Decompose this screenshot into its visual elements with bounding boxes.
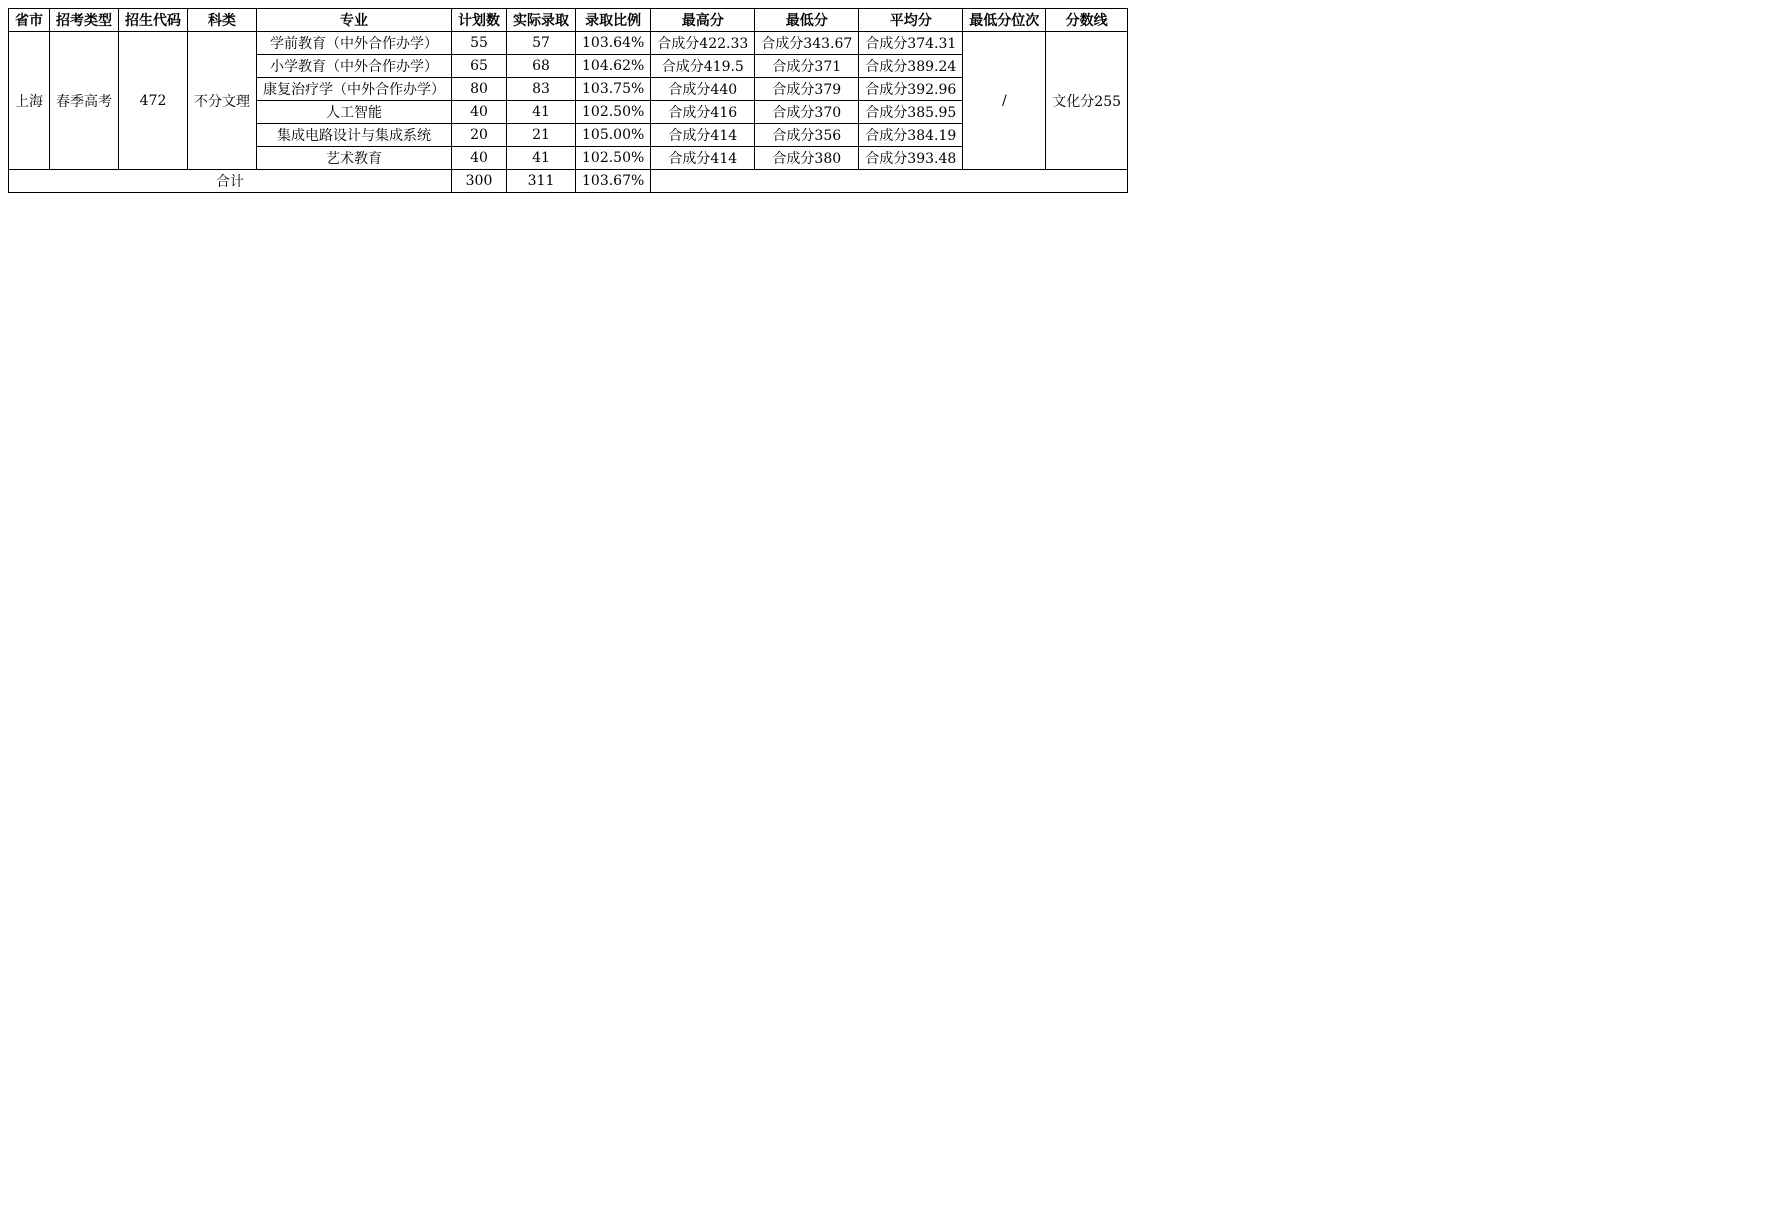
- header-code: 招生代码: [119, 9, 188, 32]
- min-cell: 合成分356: [755, 124, 859, 147]
- max-cell: 合成分422.33: [651, 32, 755, 55]
- total-actual: 311: [507, 170, 576, 193]
- cutoff-cell: 文化分255: [1046, 32, 1128, 170]
- header-type: 招考类型: [50, 9, 119, 32]
- min-cell: 合成分343.67: [755, 32, 859, 55]
- header-actual: 实际录取: [507, 9, 576, 32]
- min-cell: 合成分371: [755, 55, 859, 78]
- plan-cell: 55: [452, 32, 507, 55]
- plan-cell: 40: [452, 101, 507, 124]
- header-cutoff: 分数线: [1046, 9, 1128, 32]
- avg-cell: 合成分389.24: [859, 55, 963, 78]
- actual-cell: 41: [507, 101, 576, 124]
- avg-cell: 合成分384.19: [859, 124, 963, 147]
- plan-cell: 80: [452, 78, 507, 101]
- major-cell: 小学教育（中外合作办学）: [257, 55, 452, 78]
- major-cell: 集成电路设计与集成系统: [257, 124, 452, 147]
- total-row: [9, 170, 1128, 193]
- category-cell: 不分文理: [188, 32, 257, 170]
- header-avg: 平均分: [859, 9, 963, 32]
- table-row: [9, 32, 1128, 55]
- min-cell: 合成分370: [755, 101, 859, 124]
- province-cell: 上海: [9, 32, 50, 170]
- rank-cell: /: [963, 32, 1046, 170]
- header-row: [9, 9, 1128, 32]
- header-rank: 最低分位次: [963, 9, 1046, 32]
- total-label: 合计: [9, 170, 452, 193]
- ratio-cell: 104.62%: [576, 55, 651, 78]
- ratio-cell: 102.50%: [576, 101, 651, 124]
- max-cell: 合成分419.5: [651, 55, 755, 78]
- plan-cell: 20: [452, 124, 507, 147]
- avg-cell: 合成分392.96: [859, 78, 963, 101]
- major-cell: 人工智能: [257, 101, 452, 124]
- max-cell: 合成分414: [651, 147, 755, 170]
- actual-cell: 68: [507, 55, 576, 78]
- header-ratio: 录取比例: [576, 9, 651, 32]
- admissions-table: [8, 8, 1128, 193]
- major-cell: 学前教育（中外合作办学）: [257, 32, 452, 55]
- actual-cell: 57: [507, 32, 576, 55]
- type-cell: 春季高考: [50, 32, 119, 170]
- header-max: 最高分: [651, 9, 755, 32]
- major-cell: 艺术教育: [257, 147, 452, 170]
- actual-cell: 41: [507, 147, 576, 170]
- ratio-cell: 103.64%: [576, 32, 651, 55]
- max-cell: 合成分414: [651, 124, 755, 147]
- ratio-cell: 103.75%: [576, 78, 651, 101]
- total-ratio: 103.67%: [576, 170, 651, 193]
- major-cell: 康复治疗学（中外合作办学）: [257, 78, 452, 101]
- total-empty: [651, 170, 1128, 193]
- avg-cell: 合成分374.31: [859, 32, 963, 55]
- ratio-cell: 102.50%: [576, 147, 651, 170]
- avg-cell: 合成分385.95: [859, 101, 963, 124]
- plan-cell: 40: [452, 147, 507, 170]
- min-cell: 合成分380: [755, 147, 859, 170]
- avg-cell: 合成分393.48: [859, 147, 963, 170]
- header-province: 省市: [9, 9, 50, 32]
- min-cell: 合成分379: [755, 78, 859, 101]
- actual-cell: 21: [507, 124, 576, 147]
- header-min: 最低分: [755, 9, 859, 32]
- header-category: 科类: [188, 9, 257, 32]
- total-plan: 300: [452, 170, 507, 193]
- actual-cell: 83: [507, 78, 576, 101]
- code-cell: 472: [119, 32, 188, 170]
- header-major: 专业: [257, 9, 452, 32]
- plan-cell: 65: [452, 55, 507, 78]
- header-plan: 计划数: [452, 9, 507, 32]
- max-cell: 合成分416: [651, 101, 755, 124]
- max-cell: 合成分440: [651, 78, 755, 101]
- ratio-cell: 105.00%: [576, 124, 651, 147]
